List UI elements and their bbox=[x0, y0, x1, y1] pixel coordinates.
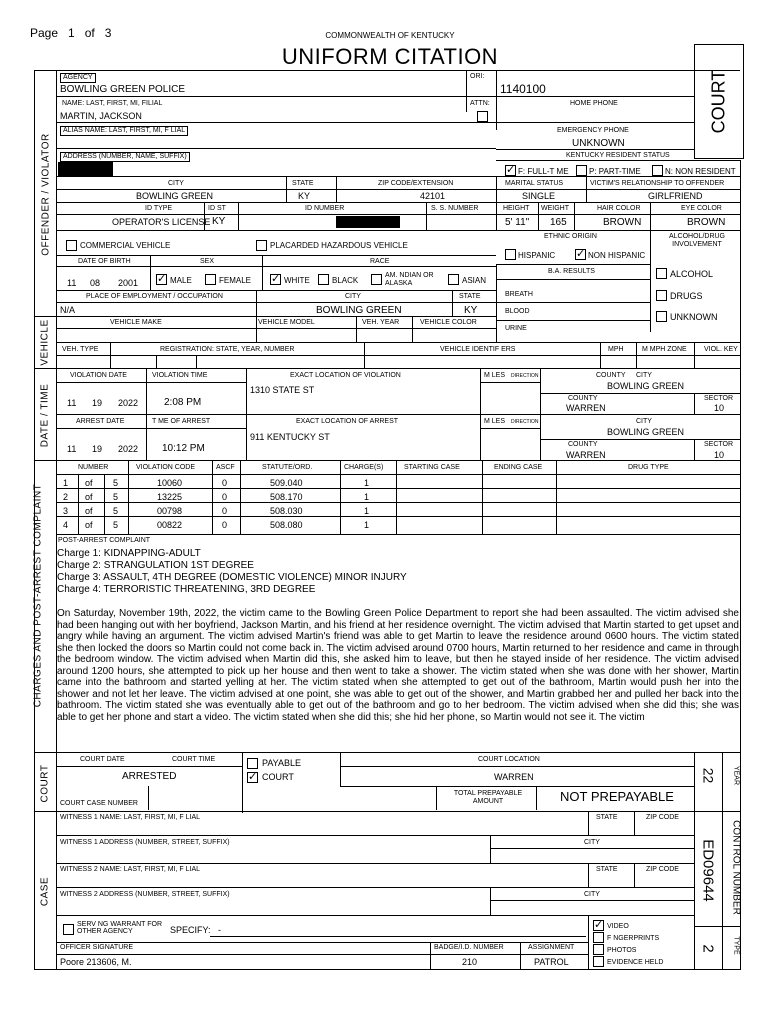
w1-zip-label: ZIP CODE bbox=[646, 814, 679, 821]
city-value: BOWLING GREEN bbox=[136, 191, 214, 201]
full-time-label: F: FULL-T ME bbox=[518, 167, 569, 176]
blood-label: BLOOD bbox=[505, 308, 530, 315]
am-indian-checkbox[interactable] bbox=[371, 274, 382, 285]
row-number: 1 bbox=[63, 478, 69, 488]
non-resident-label: N: NON RESIDENT bbox=[665, 167, 736, 176]
address-redaction bbox=[58, 162, 113, 176]
court-copy-label: COURT bbox=[708, 69, 729, 134]
row-of: of bbox=[85, 478, 93, 488]
officer-signature-value: Poore 213606, M. bbox=[60, 957, 132, 967]
court-section-label: COURT bbox=[39, 764, 51, 803]
row-number: 2 bbox=[63, 492, 69, 502]
page-of: of bbox=[84, 26, 95, 40]
row-count: 1 bbox=[364, 492, 370, 502]
commercial-vehicle-checkbox[interactable] bbox=[66, 240, 77, 251]
violation-time-label: VIOLATION TIME bbox=[152, 372, 208, 379]
vehicle-type-label: VEH. TYPE bbox=[62, 346, 99, 353]
page-label: Page bbox=[30, 26, 59, 40]
w1-state-label: STATE bbox=[596, 814, 618, 821]
ba-results-label: B.A. RESULTS bbox=[548, 268, 595, 275]
attn-checkbox[interactable] bbox=[477, 111, 488, 122]
court-checkbox[interactable]: ✓ bbox=[248, 771, 258, 783]
mph-zone-label: M MPH ZONE bbox=[642, 346, 687, 353]
marital-label: MARITAL STATUS bbox=[505, 180, 564, 187]
video-label: VIDEO bbox=[607, 923, 629, 930]
employment-label: PLACE OF EMPLOYMENT / OCCUPATION bbox=[86, 293, 223, 300]
row-statute: 509.040 bbox=[270, 478, 303, 488]
assignment-label: ASSIGNMENT bbox=[528, 944, 575, 951]
evidence-label: EVIDENCE HELD bbox=[607, 959, 664, 966]
commonwealth-heading: COMMONWEALTH OF KENTUCKY bbox=[325, 31, 455, 40]
city-label: CITY bbox=[168, 180, 184, 187]
eye-value: BROWN bbox=[687, 217, 726, 228]
registration-label: REGISTRATION: STATE, YEAR, NUMBER bbox=[160, 346, 295, 353]
a-sector-label: SECTOR bbox=[704, 441, 734, 448]
id-number-label: ID NUMBER bbox=[305, 205, 345, 212]
a-miles-label: M LES bbox=[484, 418, 506, 425]
v-direction-label: DIRECTION bbox=[511, 373, 539, 379]
row-statute: 508.170 bbox=[270, 492, 303, 502]
court-location-value: WARREN bbox=[494, 772, 534, 782]
court-year-value: 22 bbox=[700, 767, 717, 784]
employment-state-value: KY bbox=[464, 305, 478, 316]
charge-line-3: Charge 3: ASSAULT, 4TH DEGREE (DOMESTIC VIOLENCE) MINOR INJURY bbox=[57, 572, 407, 583]
warrant-checkbox[interactable] bbox=[63, 924, 74, 935]
v-county-value: WARREN bbox=[566, 403, 606, 413]
v-county-label: COUNTY bbox=[568, 395, 598, 402]
a-time: 10:12 PM bbox=[162, 443, 205, 454]
control-number-value: ED09644 bbox=[699, 839, 717, 902]
ethnic-origin-label: ETHNIC ORIGIN bbox=[544, 233, 597, 240]
male-label: MALE bbox=[170, 276, 192, 285]
v-year: 2022 bbox=[118, 398, 139, 408]
part-time-label: P: PART-TIME bbox=[589, 167, 641, 176]
female-label: FEMALE bbox=[219, 276, 252, 285]
row-count: 1 bbox=[364, 506, 370, 516]
a-location: 911 KENTUCKY ST bbox=[250, 432, 330, 442]
non-hispanic-checkbox[interactable]: ✓ bbox=[576, 248, 586, 260]
a-sector-value: 10 bbox=[714, 450, 725, 460]
w2-address-label: WITNESS 2 ADDRESS (NUMBER, STREET, SUFFIX) bbox=[60, 891, 230, 898]
w1-name-label: WITNESS 1 NAME: LAST, FIRST, MI, F LIAL bbox=[60, 814, 201, 821]
unknown-label: UNKNOWN bbox=[670, 312, 718, 322]
id-st-value: KY bbox=[212, 216, 226, 227]
home-phone-label: HOME PHONE bbox=[570, 100, 618, 107]
assignment-value: PATROL bbox=[534, 957, 569, 967]
row-ascf: 0 bbox=[222, 492, 228, 502]
dob-day: 08 bbox=[90, 278, 101, 288]
offender-section-label: OFFENDER / VIOLATOR bbox=[40, 133, 52, 256]
th-ascf: ASCF bbox=[216, 464, 235, 471]
specify-label: SPECIFY: bbox=[170, 925, 211, 935]
court-time-label: COURT TIME bbox=[172, 756, 216, 763]
court-case-number-label: COURT CASE NUMBER bbox=[60, 800, 138, 807]
v-day: 19 bbox=[92, 398, 103, 408]
ori-value: 1140100 bbox=[500, 82, 546, 96]
state-value: KY bbox=[298, 191, 311, 201]
payable-label: PAYABLE bbox=[262, 758, 302, 768]
placarded-label: PLACARDED HAZARDOUS VEHICLE bbox=[270, 241, 408, 250]
officer-signature-label: OFFICER SIGNATURE bbox=[60, 944, 133, 951]
video-checkbox[interactable]: ✓ bbox=[594, 919, 604, 931]
employment-value: N/A bbox=[60, 305, 76, 315]
name-label: NAME: LAST, FIRST, MI, FILIAL bbox=[62, 100, 163, 107]
id-type-label: ID TYPE bbox=[145, 205, 173, 212]
th-charges: CHARGE(S) bbox=[344, 464, 384, 471]
th-number: NUMBER bbox=[78, 464, 109, 471]
asian-checkbox[interactable] bbox=[448, 274, 459, 285]
resident-status-label: KENTUCKY RESIDENT STATUS bbox=[566, 152, 670, 159]
row-total: 5 bbox=[113, 520, 119, 530]
black-label: BLACK bbox=[332, 276, 359, 285]
urine-label: URINE bbox=[505, 325, 527, 332]
case-section-label: CASE bbox=[39, 876, 51, 907]
alcohol-label: ALCOHOL bbox=[670, 269, 714, 279]
sex-label: SEX bbox=[200, 258, 215, 265]
alias-label: ALIAS NAME: LAST, FIRST, MI, F LIAL bbox=[60, 126, 188, 136]
non-resident-checkbox[interactable] bbox=[652, 165, 663, 176]
form-title: UNIFORM CITATION bbox=[281, 44, 499, 69]
placarded-checkbox[interactable] bbox=[256, 240, 267, 251]
agency-value: BOWLING GREEN POLICE bbox=[60, 84, 186, 95]
unknown-checkbox[interactable] bbox=[656, 311, 667, 322]
w1-city-label: CITY bbox=[584, 839, 600, 846]
exact-violation-label: EXACT LOCATION OF VIOLATION bbox=[290, 372, 401, 379]
breath-label: BREATH bbox=[505, 291, 533, 298]
attn-label: ATTN: bbox=[470, 100, 490, 107]
viol-key-label: VIOL. KEY bbox=[704, 346, 738, 353]
a-city-label: CITY bbox=[636, 418, 652, 425]
white-checkbox[interactable]: ✓ bbox=[271, 273, 281, 285]
non-hispanic-label: NON HISPANIC bbox=[588, 251, 646, 260]
address-label: ADDRESS (NUMBER, NAME, SUFFIX) bbox=[60, 152, 190, 162]
th-ending-case: ENDING CASE bbox=[494, 464, 543, 471]
charge-line-4: Charge 4: TERRORISTIC THREATENING, 3RD DEGREE bbox=[57, 584, 316, 595]
th-starting-case: STARTING CASE bbox=[404, 464, 460, 471]
w2-zip-label: ZIP CODE bbox=[646, 866, 679, 873]
hispanic-checkbox[interactable] bbox=[505, 249, 516, 260]
ss-label: S. S. NUMBER bbox=[431, 205, 479, 212]
id-type-value: OPERATOR'S LICENSE bbox=[112, 217, 211, 227]
employment-state-label: STATE bbox=[459, 293, 481, 300]
page-total: 3 bbox=[104, 26, 112, 40]
row-total: 5 bbox=[113, 478, 119, 488]
vehicle-color-label: VEHICLE COLOR bbox=[420, 319, 477, 326]
full-time-checkbox[interactable]: ✓ bbox=[506, 164, 516, 176]
a-direction-label: DIRECTION bbox=[511, 419, 539, 425]
photos-checkbox[interactable] bbox=[593, 944, 604, 955]
hispanic-label: HISPANIC bbox=[518, 251, 556, 260]
row-count: 1 bbox=[364, 478, 370, 488]
th-drug-type: DRUG TYPE bbox=[628, 464, 669, 471]
v-sector-value: 10 bbox=[714, 403, 725, 413]
row-of: of bbox=[85, 492, 93, 502]
race-label: RACE bbox=[370, 258, 390, 265]
fingerprints-label: F NGERPRINTS bbox=[607, 935, 660, 942]
fingerprints-checkbox[interactable] bbox=[593, 932, 604, 943]
v-month: 11 bbox=[67, 398, 77, 408]
eye-label: EYE COLOR bbox=[681, 205, 722, 212]
dob-month: 11 bbox=[67, 278, 77, 288]
control-number-label: CONTROL NUMBER bbox=[730, 820, 742, 915]
vehicle-model-label: VEHICLE MODEL bbox=[258, 319, 315, 326]
male-checkbox[interactable]: ✓ bbox=[157, 273, 167, 285]
warrant-label: SERV NG WARRANT FOR OTHER AGENCY bbox=[77, 921, 163, 935]
arrest-date-label: ARREST DATE bbox=[76, 418, 125, 425]
zip-label: ZIP CODE/EXTENSION bbox=[378, 180, 454, 187]
ori-label: ORI: bbox=[470, 73, 485, 80]
offender-name: MARTIN, JACKSON bbox=[60, 111, 142, 121]
dob-year: 2001 bbox=[118, 278, 139, 288]
charges-section-label: CHARGES AND POST-ARREST COMPLAINT bbox=[32, 483, 44, 708]
row-violation-code: 10060 bbox=[157, 478, 183, 488]
a-county-label: COUNTY bbox=[568, 441, 598, 448]
vehicle-year-label: VEH. YEAR bbox=[362, 319, 400, 326]
drugs-checkbox[interactable] bbox=[656, 290, 667, 301]
type-value: 2 bbox=[699, 944, 717, 953]
row-ascf: 0 bbox=[222, 520, 228, 530]
am-indian-label: AM. NDIAN OR ALASKA bbox=[385, 272, 434, 287]
v-city-label: CITY bbox=[636, 372, 652, 379]
w2-state-label: STATE bbox=[596, 866, 618, 873]
court-location-label: COURT LOCATION bbox=[478, 756, 540, 763]
asian-label: ASIAN bbox=[462, 276, 487, 285]
vehicle-identifiers-label: VEHICLE IDENTIF ERS bbox=[440, 346, 516, 353]
row-number: 3 bbox=[63, 506, 69, 516]
marital-value: SINGLE bbox=[522, 191, 556, 201]
v-city-value: BOWLING GREEN bbox=[607, 381, 685, 391]
w1-address-label: WITNESS 1 ADDRESS (NUMBER, STREET, SUFFIX) bbox=[60, 839, 230, 846]
drugs-label: DRUGS bbox=[670, 291, 703, 301]
type-label: TYPE bbox=[732, 936, 740, 955]
a-city-value: BOWLING GREEN bbox=[607, 427, 685, 437]
part-time-checkbox[interactable] bbox=[576, 165, 587, 176]
v-sector-label: SECTOR bbox=[704, 395, 734, 402]
w2-name-label: WITNESS 2 NAME: LAST, FIRST, MI, F LIAL bbox=[60, 866, 201, 873]
black-checkbox[interactable] bbox=[318, 274, 329, 285]
a-county-value: WARREN bbox=[566, 450, 606, 460]
emergency-phone-value: UNKNOWN bbox=[572, 138, 625, 149]
relationship-value: GIRLFRIEND bbox=[648, 191, 703, 201]
agency-label: AGENCY bbox=[60, 73, 96, 83]
th-statute: STATUTE/ORD. bbox=[262, 464, 313, 471]
alcohol-drug-label: ALCOHOL/DRUG INVOLVEMENT bbox=[668, 233, 725, 248]
employment-city-label: CITY bbox=[345, 293, 361, 300]
v-time: 2:08 PM bbox=[164, 397, 202, 408]
row-ascf: 0 bbox=[222, 478, 228, 488]
commercial-vehicle-label: COMMERCIAL VEHICLE bbox=[80, 241, 171, 250]
v-county-top-label: COUNTY bbox=[596, 372, 626, 379]
state-label: STATE bbox=[292, 180, 314, 187]
weight-label: WEIGHT bbox=[541, 205, 569, 212]
hair-value: BROWN bbox=[603, 217, 642, 228]
row-ascf: 0 bbox=[222, 506, 228, 516]
w2-city-label: CITY bbox=[584, 891, 600, 898]
employment-city-value: BOWLING GREEN bbox=[316, 305, 402, 316]
specify-value: - bbox=[218, 925, 221, 935]
evidence-checkbox[interactable] bbox=[593, 956, 604, 967]
dob-label: DATE OF BIRTH bbox=[78, 258, 131, 265]
charge-line-2: Charge 2: STRANGULATION 1ST DEGREE bbox=[57, 560, 254, 571]
page-number: 1 bbox=[68, 26, 75, 40]
id-st-label: ID ST bbox=[208, 205, 226, 212]
row-statute: 508.080 bbox=[270, 520, 303, 530]
row-statute: 508.030 bbox=[270, 506, 303, 516]
arrested-value: ARRESTED bbox=[122, 771, 177, 782]
complaint-narrative: On Saturday, November 19th, 2022, the victim came to the Bowling Green Police Department to report she had been assaulted. The victim advised she had been hanging out with her boyfriend, Jackson Martin, and his friend at her residence overnight. The victim advised that Martin started to get upset and angry while having an argument. The victim advised Martin's friend was able to get Martin to leave the residence around 0600 hours. The victim stated she then locked the doors so Martin could not come back in. The victim advised around 0700 hours, Martin returned to her residence and came in through the bedroom window. The victim advised when Martin did this, she asked him to leave, but then he stayed inside of her residence. The victim advised around 1200 hours, she attempted to pick up her house and then went to take a shower. The victim stated when she was done with her shower, Martin came into the bathroom and started yelling at her. The victim stated when she attempted to get out of the bathroom, Martin would push her into the shower and not let her leave. The victim advised at one point, she was able to get out of the shower, and Martin grabbed her and pulled her back into the bathroom. The victim stated she was eventually able to get out of the bathroom and go to her bedroom. The victim advised when she did this; she was able to get her phone and start a video. The victim stated when she did this; she hid her phone, so Martin would not see it. The victim bbox=[57, 608, 739, 723]
row-total: 5 bbox=[113, 506, 119, 516]
emergency-phone-label: EMERGENCY PHONE bbox=[557, 127, 629, 134]
vehicle-section-label: VEHICLE bbox=[39, 319, 51, 366]
row-number: 4 bbox=[63, 520, 69, 530]
charge-line-1: Charge 1: KIDNAPPING-ADULT bbox=[57, 548, 201, 559]
badge-value: 210 bbox=[462, 957, 478, 967]
row-violation-code: 00822 bbox=[157, 520, 183, 530]
complaint-label: POST-ARREST COMPLAINT bbox=[58, 537, 151, 544]
court-year-label: YEAR bbox=[732, 765, 740, 786]
row-violation-code: 00798 bbox=[157, 506, 183, 516]
id-number-redaction bbox=[336, 216, 400, 228]
row-of: of bbox=[85, 506, 93, 516]
mph-label: MPH bbox=[608, 346, 624, 353]
photos-label: PHOTOS bbox=[607, 947, 637, 954]
white-label: WHITE bbox=[284, 276, 310, 285]
female-checkbox[interactable] bbox=[205, 274, 216, 285]
a-day: 19 bbox=[92, 444, 103, 454]
total-prepayable-label: TOTAL PREPAYABLE AMOUNT bbox=[453, 790, 523, 805]
hair-label: HAIR COLOR bbox=[597, 205, 641, 212]
court-option-label: COURT bbox=[262, 772, 294, 782]
court-date-label: COURT DATE bbox=[80, 756, 125, 763]
row-count: 1 bbox=[364, 520, 370, 530]
payable-checkbox[interactable] bbox=[247, 758, 258, 769]
page-indicator bbox=[30, 26, 111, 40]
height-label: HEIGHT bbox=[503, 205, 530, 212]
datetime-section-label: DATE / TIME bbox=[39, 383, 51, 448]
exact-arrest-label: EXACT LOCATION OF ARREST bbox=[296, 418, 399, 425]
height-value: 5' 11" bbox=[505, 217, 530, 228]
row-total: 5 bbox=[113, 492, 119, 502]
violation-date-label: VIOLATION DATE bbox=[70, 372, 127, 379]
relationship-label: VICTIM'S RELATIONSHIP TO OFFENDER bbox=[590, 180, 725, 187]
zip-value: 42101 bbox=[420, 191, 446, 201]
row-of: of bbox=[85, 520, 93, 530]
a-month: 11 bbox=[67, 444, 77, 454]
a-year: 2022 bbox=[118, 444, 139, 454]
arrest-time-label: T ME OF ARREST bbox=[152, 418, 211, 425]
vehicle-make-label: VEHICLE MAKE bbox=[110, 319, 162, 326]
badge-label: BADGE/I.D. NUMBER bbox=[434, 944, 504, 951]
row-violation-code: 13225 bbox=[157, 492, 183, 502]
weight-value: 165 bbox=[550, 217, 567, 228]
alcohol-checkbox[interactable] bbox=[656, 268, 667, 279]
th-violation-code: VIOLATION CODE bbox=[136, 464, 195, 471]
not-prepayable-value: NOT PREPAYABLE bbox=[560, 789, 674, 804]
v-location: 1310 STATE ST bbox=[250, 385, 315, 395]
v-miles-label: M LES bbox=[484, 372, 506, 379]
